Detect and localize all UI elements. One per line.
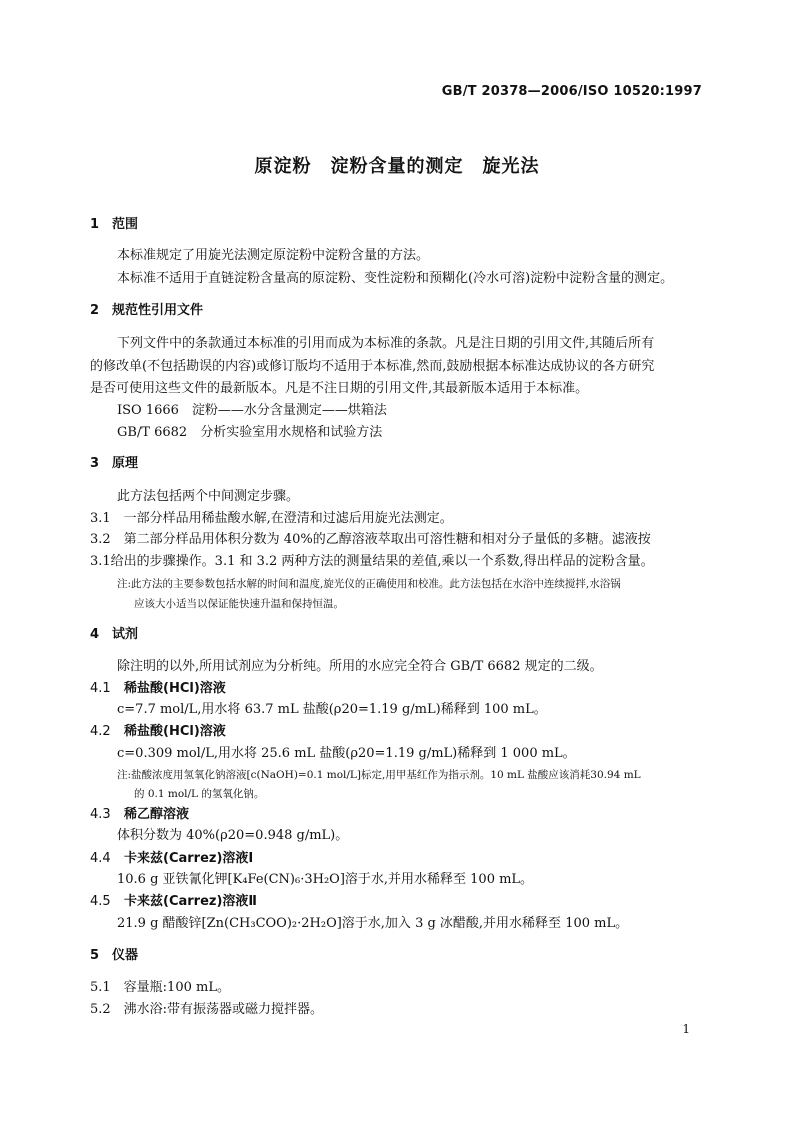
clause-5-1: 5.1 容量瓶:100 mL。 — [90, 980, 230, 995]
section-title: 仪器 — [112, 948, 139, 963]
normative-reference: GB/T 6682 分析实验室用水规格和试验方法 — [117, 425, 383, 440]
section-number: 4 — [90, 627, 100, 642]
paragraph-line: 是否可使用这些文件的最新版本。凡是不注日期的引用文件,其最新版本适用于本标准。 — [90, 381, 589, 396]
reagent-description: 10.6 g 亚铁氰化钾[K₄Fe(CN)₆·3H₂O]溶于水,并用水稀释至 100 mL。 — [117, 872, 534, 887]
section-title: 范围 — [112, 217, 139, 232]
standard-code: GB/T 20378—2006/ISO 10520:1997 — [441, 84, 702, 99]
section-title: 试剂 — [112, 627, 139, 642]
subsection-4-5-heading — [90, 893, 257, 911]
section-3-heading — [90, 455, 138, 473]
paragraph: 除注明的以外,所用试剂应为分析纯。所用的水应完全符合 GB/T 6682 规定的二级。 — [117, 659, 603, 674]
section-1-heading — [90, 216, 138, 234]
reagent-description: c=7.7 mol/L,用水将 63.7 mL 盐酸(ρ20=1.19 g/mL)稀释到 100 mL。 — [117, 702, 547, 717]
subsection-number: 4.3 — [90, 807, 111, 822]
subsection-title: 卡来兹(Carrez)溶液Ⅱ — [124, 894, 257, 909]
clause-3-1: 3.1 一部分样品用稀盐酸水解,在澄清和过滤后用旋光法测定。 — [90, 511, 453, 526]
section-title: 原理 — [112, 456, 139, 471]
subsection-title: 卡来兹(Carrez)溶液Ⅰ — [124, 851, 254, 866]
note-line: 的 0.1 mol/L 的氢氧化钠。 — [134, 788, 265, 800]
subsection-4-2-heading — [90, 723, 226, 741]
reagent-description: c=0.309 mol/L,用水将 25.6 mL 盐酸(ρ20=1.19 g/mL)稀释到 1 000 mL。 — [117, 746, 576, 761]
subsection-title: 稀乙醇溶液 — [124, 807, 190, 822]
subsection-number: 4.2 — [90, 724, 111, 739]
subsection-title: 稀盐酸(HCl)溶液 — [124, 681, 226, 696]
paragraph: 本标准不适用于直链淀粉含量高的原淀粉、变性淀粉和预糊化(冷水可溶)淀粉中淀粉含量的测定。 — [117, 271, 674, 286]
paragraph-line: 的修改单(不包括勘误的内容)或修订版均不适用于本标准,然而,鼓励根据本标准达成协议的各方研究 — [90, 359, 655, 374]
paragraph: 此方法包括两个中间测定步骤。 — [117, 489, 300, 504]
section-2-heading — [90, 302, 203, 320]
section-number: 3 — [90, 456, 100, 471]
section-5-heading — [90, 947, 138, 965]
subsection-number: 4.5 — [90, 894, 111, 909]
normative-reference: ISO 1666 淀粉——水分含量测定——烘箱法 — [117, 403, 387, 418]
reagent-description: 21.9 g 醋酸锌[Zn(CH₃COO)₂·2H₂O]溶于水,加入 3 g 冰醋酸,并用水稀释至 100 mL。 — [117, 916, 629, 931]
subsection-4-3-heading — [90, 806, 189, 824]
clause-3-2-line: 3.1给出的步骤操作。3.1 和 3.2 两种方法的测量结果的差值,乘以一个系数,得出样品的淀粉含量。 — [90, 554, 654, 569]
section-title: 规范性引用文件 — [112, 303, 204, 318]
clause-3-2-line: 3.2 第二部分样品用体积分数为 40%的乙醇溶液萃取出可溶性糖和相对分子量低的多糖。滤液按 — [90, 532, 651, 547]
subsection-title: 稀盐酸(HCl)溶液 — [124, 724, 226, 739]
page-number: 1 — [682, 1022, 690, 1036]
section-4-heading — [90, 626, 138, 644]
section-number: 1 — [90, 217, 100, 232]
section-number: 5 — [90, 948, 100, 963]
subsection-number: 4.4 — [90, 851, 111, 866]
page-title: 原淀粉 淀粉含量的测定 旋光法 — [254, 156, 540, 177]
paragraph: 本标准规定了用旋光法测定原淀粉中淀粉含量的方法。 — [117, 248, 430, 263]
clause-5-2: 5.2 沸水浴:带有振荡器或磁力搅拌器。 — [90, 1002, 324, 1017]
subsection-number: 4.1 — [90, 681, 111, 696]
note-line: 注:盐酸浓度用氢氧化钠溶液[c(NaOH)=0.1 mol/L]标定,用甲基红作为指示剂。10 mL 盐酸应该消耗30.94 mL — [117, 769, 641, 781]
note-line: 应该大小适当以保证能快速升温和保持恒温。 — [134, 598, 344, 610]
reagent-description: 体积分数为 40%(ρ20=0.948 g/mL)。 — [117, 828, 349, 843]
subsection-4-4-heading — [90, 850, 253, 868]
paragraph-line: 下列文件中的条款通过本标准的引用而成为本标准的条款。凡是注日期的引用文件,其随后所有 — [117, 336, 655, 351]
section-number: 2 — [90, 303, 100, 318]
note-line: 注:此方法的主要参数包括水解的时间和温度,旋光仪的正确使用和校准。此方法包括在水浴中连续搅拌,水浴锅 — [117, 578, 621, 590]
subsection-4-1-heading — [90, 680, 226, 698]
